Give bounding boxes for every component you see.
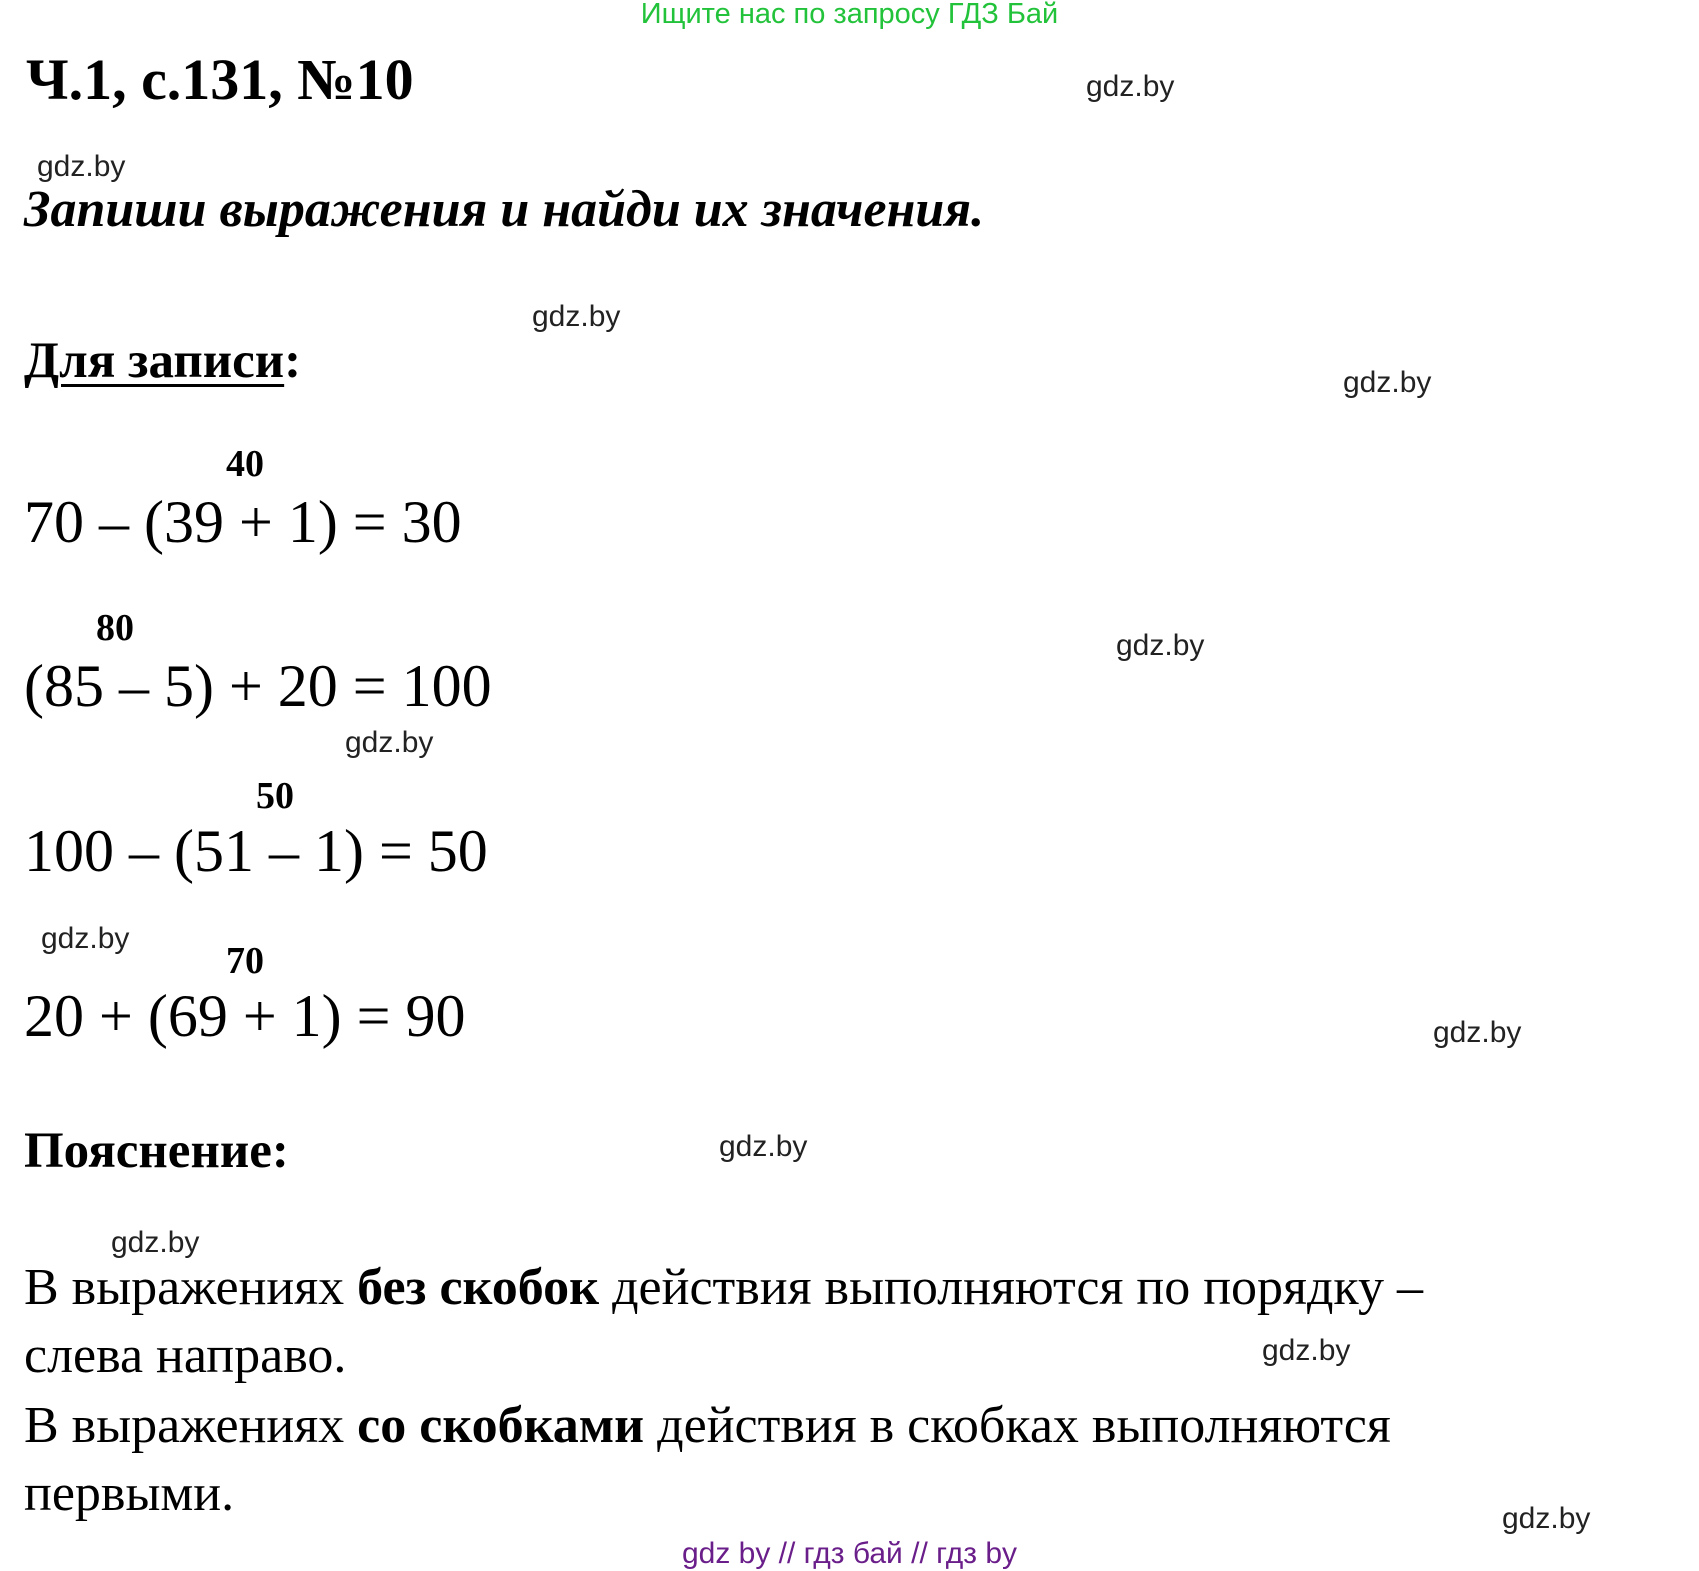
watermark: gdz.by [37, 150, 126, 183]
intermediate-result: 40 [226, 443, 264, 485]
text-segment: действия в скобках выполняются [644, 1397, 1391, 1454]
search-hint-banner: Ищите нас по запросу ГДЗ Бай [640, 0, 1059, 30]
expression: 70 – (39 + 1) = 30 [24, 489, 462, 555]
expression: (85 – 5) + 20 = 100 [24, 653, 492, 719]
watermark: gdz.by [532, 300, 621, 333]
watermark: gdz.by [719, 1130, 808, 1163]
explanation-line [24, 1258, 1423, 1317]
task-statement: Запиши выражения и найди их значения. [24, 181, 985, 238]
watermark: gdz.by [1343, 366, 1432, 399]
record-heading-colon: : [284, 333, 302, 389]
watermark: gdz.by [345, 726, 434, 759]
explanation-heading: Пояснение: [24, 1123, 289, 1179]
record-heading [24, 332, 301, 390]
record-heading-label: Для записи [24, 333, 285, 389]
footer-links: gdz by // гдз бай // гдз by [681, 1537, 1018, 1570]
intermediate-result: 70 [226, 940, 264, 982]
watermark: gdz.by [1262, 1334, 1351, 1367]
emphasis: со скобками [357, 1397, 645, 1454]
expression: 100 – (51 – 1) = 50 [24, 818, 488, 884]
intermediate-result: 80 [96, 607, 134, 649]
watermark: gdz.by [41, 922, 130, 955]
text-segment: В выражениях [24, 1259, 358, 1316]
intermediate-result: 50 [256, 775, 294, 817]
page-title: Ч.1, с.131, №10 [26, 47, 414, 112]
explanation-line [24, 1396, 1391, 1455]
text-segment: В выражениях [24, 1397, 358, 1454]
watermark: gdz.by [1086, 70, 1175, 103]
expression: 20 + (69 + 1) = 90 [24, 983, 466, 1049]
watermark: gdz.by [1116, 629, 1205, 662]
watermark: gdz.by [1502, 1502, 1591, 1535]
explanation-line: первыми. [24, 1465, 235, 1522]
explanation-line: слева направо. [24, 1327, 347, 1384]
watermark: gdz.by [111, 1226, 200, 1259]
text-segment: действия выполняются по порядку – [599, 1259, 1423, 1316]
emphasis: без скобок [357, 1259, 600, 1316]
watermark: gdz.by [1433, 1016, 1522, 1049]
